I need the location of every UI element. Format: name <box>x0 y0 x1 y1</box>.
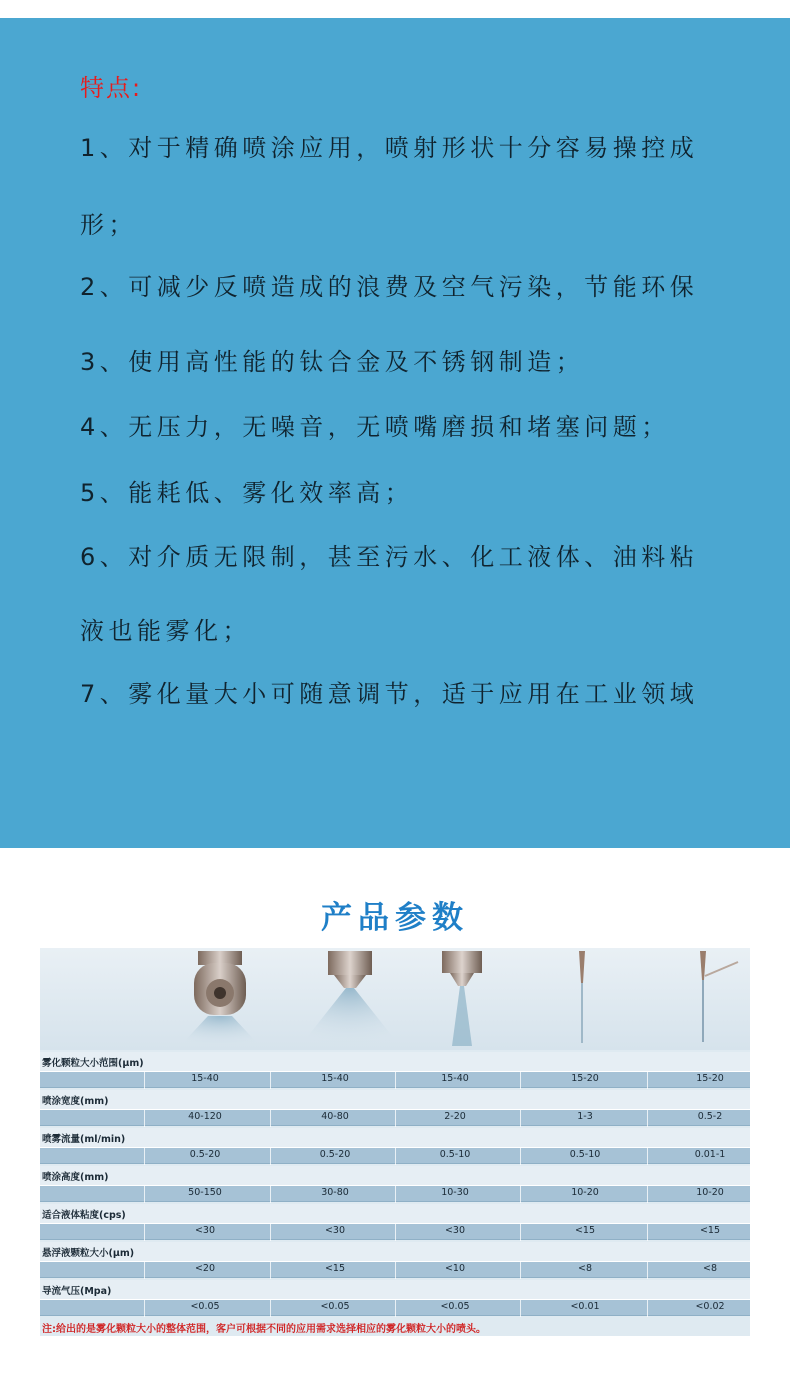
nozzle-5-illustration <box>690 948 750 1050</box>
param-label-band <box>40 1128 750 1147</box>
param-value-cell: 0.5-2 <box>697 1111 723 1122</box>
column-divider <box>520 1262 521 1279</box>
param-value-cell: 15-20 <box>696 1073 724 1084</box>
param-value-cell: 1-3 <box>577 1111 593 1122</box>
nozzle-1-illustration <box>160 948 280 1050</box>
column-divider <box>520 1110 521 1127</box>
param-label-band <box>40 1166 750 1185</box>
param-label-band <box>40 1242 750 1261</box>
param-value-cell: 30-80 <box>321 1187 349 1198</box>
param-label: 喷雾流量(ml/min) <box>42 1134 126 1145</box>
param-value-cell: <30 <box>194 1225 216 1236</box>
feature-line-4: 4、无压力，无噪音，无喷嘴磨损和堵塞问题； <box>80 413 670 441</box>
column-divider <box>270 1262 271 1279</box>
nozzle-2-illustration <box>290 948 410 1050</box>
top-margin <box>0 0 790 18</box>
column-divider <box>270 1072 271 1089</box>
param-value-cell: 0.5-20 <box>319 1149 351 1160</box>
param-value-row <box>40 1223 750 1240</box>
param-value-cell: 10-20 <box>571 1187 599 1198</box>
param-value-cell: 40-80 <box>321 1111 349 1122</box>
param-value-cell: <0.02 <box>695 1301 725 1312</box>
param-value-row <box>40 1261 750 1278</box>
param-label-band <box>40 1052 750 1071</box>
param-label-band <box>40 1280 750 1299</box>
column-divider <box>520 1148 521 1165</box>
param-value-cell: 40-120 <box>188 1111 222 1122</box>
column-divider <box>647 1148 648 1165</box>
param-value-cell: <8 <box>702 1263 717 1274</box>
nozzle-illustrations <box>40 948 750 1050</box>
param-value-cell: 2-20 <box>444 1111 466 1122</box>
param-value-cell: <0.01 <box>570 1301 600 1312</box>
param-value-cell: <10 <box>444 1263 466 1274</box>
column-divider <box>270 1224 271 1241</box>
column-divider <box>270 1300 271 1317</box>
param-value-cell: <30 <box>324 1225 346 1236</box>
param-value-row <box>40 1299 750 1316</box>
param-value-cell: 15-40 <box>441 1073 469 1084</box>
param-label: 导流气压(Mpa) <box>42 1286 112 1297</box>
feature-line-5: 5、能耗低、雾化效率高； <box>80 479 414 507</box>
column-divider <box>647 1224 648 1241</box>
param-value-cell: <8 <box>577 1263 592 1274</box>
param-label: 雾化颗粒大小范围(μm) <box>42 1058 144 1069</box>
features-title: 特点: <box>80 74 143 102</box>
column-divider <box>520 1072 521 1089</box>
param-value-row <box>40 1147 750 1164</box>
param-value-cell: 10-30 <box>441 1187 469 1198</box>
feature-line-6-cont: 液也能雾化； <box>80 617 251 645</box>
param-value-cell: 15-40 <box>191 1073 219 1084</box>
param-value-cell: 10-20 <box>696 1187 724 1198</box>
column-divider <box>647 1186 648 1203</box>
feature-line-1: 1、对于精确喷涂应用，喷射形状十分容易操控成 <box>80 134 699 162</box>
feature-line-7: 7、雾化量大小可随意调节，适于应用在工业领域 <box>80 680 699 708</box>
param-value-cell: <0.05 <box>320 1301 350 1312</box>
feature-line-2: 2、可减少反喷造成的浪费及空气污染，节能环保 <box>80 273 699 301</box>
param-value-cell: 50-150 <box>188 1187 222 1198</box>
column-divider <box>270 1186 271 1203</box>
param-value-row <box>40 1185 750 1202</box>
param-label-band <box>40 1090 750 1109</box>
features-panel <box>0 18 790 848</box>
column-divider <box>647 1300 648 1317</box>
param-label: 喷涂高度(mm) <box>42 1172 109 1183</box>
param-value-cell: <0.05 <box>440 1301 470 1312</box>
param-value-row <box>40 1071 750 1088</box>
param-value-cell: 15-20 <box>571 1073 599 1084</box>
column-divider <box>270 1110 271 1127</box>
feature-line-6: 6、对介质无限制，甚至污水、化工液体、油料粘 <box>80 543 699 571</box>
column-divider <box>270 1148 271 1165</box>
param-label: 适合液体粘度(cps) <box>42 1210 126 1221</box>
param-value-cell: 0.5-20 <box>189 1149 221 1160</box>
params-table <box>40 948 750 1336</box>
param-value-cell: 15-40 <box>321 1073 349 1084</box>
param-label-band <box>40 1204 750 1223</box>
param-value-cell: <30 <box>444 1225 466 1236</box>
param-value-row <box>40 1109 750 1126</box>
column-divider <box>520 1300 521 1317</box>
param-value-cell: 0.5-10 <box>439 1149 471 1160</box>
column-divider <box>647 1110 648 1127</box>
feature-line-1-cont: 形； <box>80 211 137 239</box>
params-title: 产品参数 <box>321 900 469 936</box>
param-value-cell: 0.5-10 <box>569 1149 601 1160</box>
column-divider <box>520 1224 521 1241</box>
param-value-cell: <15 <box>324 1263 346 1274</box>
nozzle-3-illustration <box>412 948 512 1050</box>
column-divider <box>520 1186 521 1203</box>
column-divider <box>647 1072 648 1089</box>
feature-line-3: 3、使用高性能的钛合金及不锈钢制造； <box>80 348 585 376</box>
param-label: 喷涂宽度(mm) <box>42 1096 109 1107</box>
param-value-cell: <15 <box>699 1225 721 1236</box>
param-value-cell: <15 <box>574 1225 596 1236</box>
nozzle-4-illustration <box>570 948 594 1050</box>
param-value-cell: 0.01-1 <box>694 1149 726 1160</box>
param-value-cell: <20 <box>194 1263 216 1274</box>
column-divider <box>647 1262 648 1279</box>
param-value-cell: <0.05 <box>190 1301 220 1312</box>
param-label: 悬浮液颗粒大小(μm) <box>42 1248 135 1259</box>
params-footnote: 注:给出的是雾化颗粒大小的整体范围，客户可根据不同的应用需求选择相应的雾化颗粒大小的喷头。 <box>42 1324 486 1335</box>
